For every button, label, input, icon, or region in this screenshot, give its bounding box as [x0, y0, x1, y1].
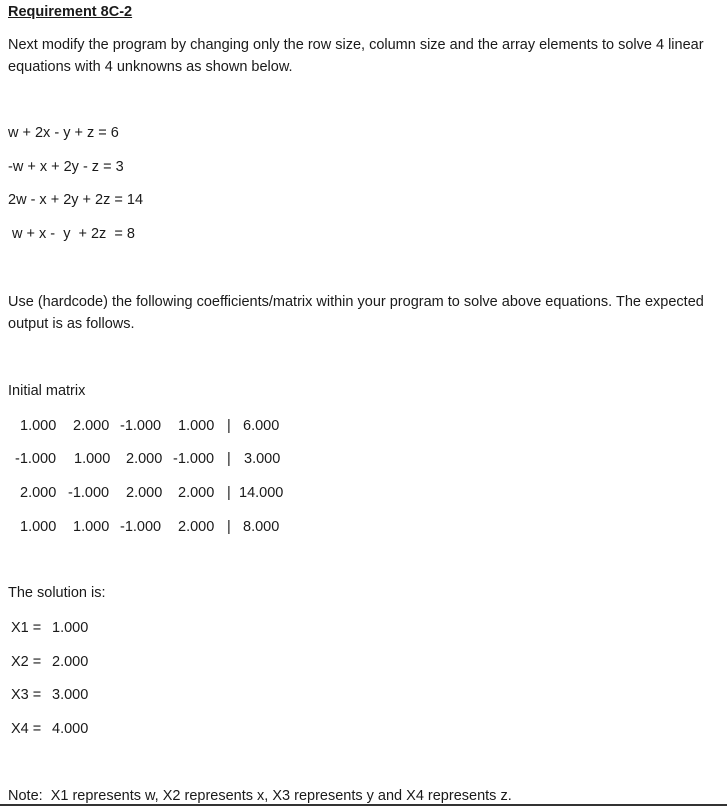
- equation-4: w + x - y + 2z = 8: [8, 226, 135, 242]
- solution-label: X3 =: [11, 687, 42, 703]
- matrix-cell: 2.000: [126, 451, 163, 467]
- equation-2: -w + x + 2y - z = 3: [8, 159, 124, 175]
- matrix-separator: |: [227, 451, 231, 467]
- intro-paragraph: Next modify the program by changing only the row size, column size and the array elements to solve 4 linear equations with 4 unknowns as shown below.: [8, 37, 704, 75]
- instruction-paragraph: Use (hardcode) the following coefficients/matrix within your program to solve above equations. The expected output is as follows.: [8, 294, 704, 332]
- solution-label: X2 =: [11, 654, 42, 670]
- matrix-cell: -1.000: [68, 485, 110, 501]
- equation-3: 2w - x + 2y + 2z = 14: [8, 192, 144, 208]
- matrix-cell: 3.000: [244, 451, 281, 467]
- solution-value: 1.000: [52, 620, 89, 636]
- matrix-cell: 1.000: [73, 519, 110, 535]
- matrix-cell: 2.000: [73, 418, 110, 434]
- bottom-divider: [0, 804, 727, 806]
- solution-label: X4 =: [11, 721, 42, 737]
- matrix-cell: -1.000: [15, 451, 57, 467]
- requirement-heading: Requirement 8C-2: [8, 4, 133, 20]
- matrix-separator: |: [227, 519, 231, 535]
- solution-title: The solution is:: [8, 585, 106, 601]
- solution-value: 3.000: [52, 687, 89, 703]
- matrix-cell: -1.000: [120, 418, 162, 434]
- matrix-cell: -1.000: [173, 451, 215, 467]
- matrix-separator: |: [227, 485, 231, 501]
- matrix-cell: 8.000: [243, 519, 280, 535]
- equation-1: w + 2x - y + z = 6: [8, 125, 119, 141]
- note-text: Note: X1 represents w, X2 represents x, X3 represents y and X4 represents z.: [8, 788, 512, 804]
- matrix-cell: 1.000: [20, 418, 57, 434]
- matrix-cell: 2.000: [178, 519, 215, 535]
- matrix-cell: 14.000: [239, 485, 284, 501]
- matrix-cell: 6.000: [243, 418, 280, 434]
- matrix-cell: -1.000: [120, 519, 162, 535]
- matrix-cell: 1.000: [20, 519, 57, 535]
- matrix-title: Initial matrix: [8, 383, 86, 399]
- solution-value: 4.000: [52, 721, 89, 737]
- solution-label: X1 =: [11, 620, 42, 636]
- matrix-cell: 1.000: [74, 451, 111, 467]
- solution-value: 2.000: [52, 654, 89, 670]
- matrix-cell: 2.000: [178, 485, 215, 501]
- matrix-separator: |: [227, 418, 231, 434]
- matrix-cell: 2.000: [20, 485, 57, 501]
- matrix-cell: 1.000: [178, 418, 215, 434]
- matrix-cell: 2.000: [126, 485, 163, 501]
